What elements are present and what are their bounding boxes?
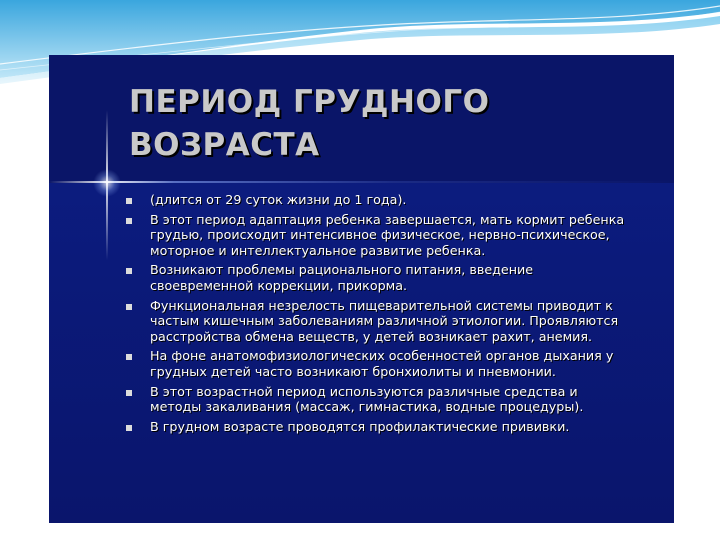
bullet-square-icon bbox=[126, 354, 132, 360]
light-flare-glow bbox=[93, 169, 121, 197]
slide-panel bbox=[49, 55, 674, 523]
bullet-square-icon bbox=[126, 304, 132, 310]
bullet-square-icon bbox=[126, 218, 132, 224]
light-flare-horizontal bbox=[49, 181, 674, 183]
list-item bbox=[125, 262, 625, 293]
bullet-text: Функциональная незрелость пищеварительной системы приводит к частым кишечным заболеваниям различной этиологии. Проявляются расстройства обмена веществ, у детей возникает рахит, анемия. bbox=[150, 297, 619, 344]
bullet-text: В грудном возрасте проводятся профилактические прививки. bbox=[150, 418, 570, 434]
bullet-square-icon bbox=[126, 390, 132, 396]
list-item bbox=[125, 348, 625, 379]
list-item bbox=[125, 298, 625, 345]
title-line-2: ВОЗРАСТА bbox=[129, 127, 320, 163]
list-item bbox=[125, 419, 625, 435]
bullet-square-icon bbox=[126, 198, 132, 204]
bullet-square-icon bbox=[126, 268, 132, 274]
bullet-text: В этот период адаптация ребенка завершается, мать кормит ребенка грудью, происходит интенсивное физическое, нервно-психическое, моторное и интеллектуальное развитие ребенка. bbox=[150, 211, 625, 258]
bullet-text: (длится от 29 суток жизни до 1 года). bbox=[150, 192, 407, 207]
list-item bbox=[125, 212, 625, 259]
slide-title bbox=[129, 81, 649, 167]
bullet-text: Возникают проблемы рационального питания, введение своевременной коррекции, прикорма. bbox=[150, 262, 534, 293]
bullet-list bbox=[125, 192, 625, 438]
bullet-text: На фоне анатомофизиологических особенностей органов дыхания у грудных детей часто возникают бронхиолиты и пневмонии. bbox=[150, 348, 614, 379]
list-item bbox=[125, 192, 625, 208]
bullet-square-icon bbox=[126, 425, 132, 431]
list-item bbox=[125, 384, 625, 415]
title-line-1: ПЕРИОД ГРУДНОГО bbox=[129, 84, 490, 120]
bullet-text: В этот возрастной период используются различные средства и методы закаливания (массаж, гимнастика, водные процедуры). bbox=[150, 383, 584, 415]
